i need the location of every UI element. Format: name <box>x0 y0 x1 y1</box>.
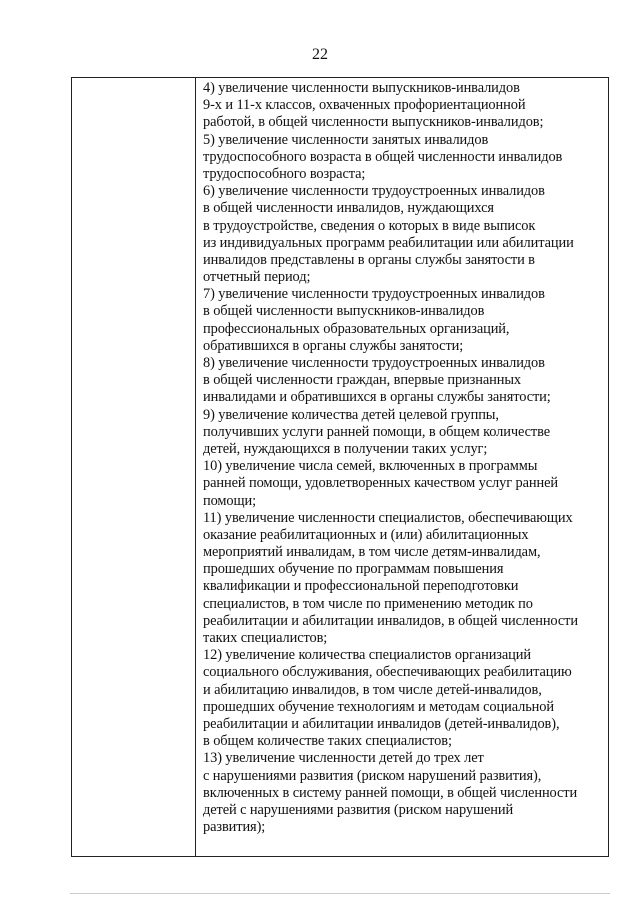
text-line: ранней помощи, удовлетворенных качеством услуг ранней <box>203 475 558 492</box>
text-line: 12) увеличение количества специалистов организаций <box>203 647 531 664</box>
text-line: 11) увеличение численности специалистов, обеспечивающих <box>203 509 573 526</box>
text-line: 7) увеличение численности трудоустроенных инвалидов <box>203 286 545 303</box>
column-divider <box>195 78 196 856</box>
text-line: трудоспособного возраста в общей численности инвалидов <box>203 148 563 165</box>
text-line: мероприятий инвалидам, в том числе детям-инвалидам, <box>203 544 541 561</box>
text-line: обратившихся в органы службы занятости; <box>203 337 464 354</box>
text-line: социального обслуживания, обеспечивающих реабилитацию <box>203 664 572 681</box>
text-line: в общей численности инвалидов, нуждающихся <box>203 200 494 217</box>
text-line: включенных в систему ранней помощи, в общей численности <box>203 784 578 801</box>
indicators-table <box>71 77 609 857</box>
text-line: инвалидами и обратившихся в органы службы занятости; <box>203 389 551 406</box>
text-line: 13) увеличение численности детей до трех лет <box>203 750 484 767</box>
text-line: прошедших обучение технологиям и методам социальной <box>203 698 554 715</box>
text-line: получивших услуги ранней помощи, в общем количестве <box>203 423 551 440</box>
text-line: отчетный период; <box>203 269 311 286</box>
text-line: профессиональных образовательных организаций, <box>203 320 510 337</box>
page-bottom-rule <box>70 893 610 894</box>
text-line: в трудоустройстве, сведения о которых в виде выписок <box>203 217 536 234</box>
text-line: 5) увеличение численности занятых инвалидов <box>203 131 489 148</box>
text-line: специалистов, в том числе по применению методик по <box>203 595 533 612</box>
table-left-cell <box>72 78 195 856</box>
text-line: квалификации и профессиональной переподготовки <box>203 578 519 595</box>
text-line: работой, в общей численности выпускников-инвалидов; <box>203 114 544 131</box>
text-line: 9-х и 11-х классов, охваченных профориентационной <box>203 97 526 114</box>
text-line: 9) увеличение количества детей целевой группы, <box>203 406 499 423</box>
text-line: 8) увеличение численности трудоустроенных инвалидов <box>203 355 545 371</box>
text-line: и абилитацию инвалидов, в том числе детей-инвалидов, <box>203 681 542 698</box>
text-line: оказание реабилитационных и (или) абилитационных <box>203 526 529 543</box>
text-line: 10) увеличение числа семей, включенных в программы <box>203 458 538 475</box>
text-line: из индивидуальных программ реабилитации или абилитации <box>203 234 574 251</box>
text-line: детей, нуждающихся в получении таких услуг; <box>203 440 488 457</box>
text-line: развития); <box>203 819 266 836</box>
text-line: таких специалистов; <box>203 630 328 646</box>
text-line: трудоспособного возраста; <box>203 165 366 182</box>
text-line: помощи; <box>203 492 257 509</box>
text-line: 4) увеличение численности выпускников-инвалидов <box>203 80 520 96</box>
text-line: в общей численности выпускников-инвалидов <box>203 303 485 320</box>
page-number: 22 <box>312 46 328 63</box>
text-line: прошедших обучение по программам повышения <box>203 561 504 578</box>
table-right-cell <box>203 80 608 836</box>
text-line: реабилитации и абилитации инвалидов (детей-инвалидов), <box>203 715 560 732</box>
text-line: в общей численности граждан, впервые признанных <box>203 372 522 389</box>
text-line: с нарушениями развития (риском нарушений развития), <box>203 767 542 784</box>
text-line: 6) увеличение численности трудоустроенных инвалидов <box>203 183 545 200</box>
text-line: реабилитации и абилитации инвалидов, в общей численности <box>203 612 578 629</box>
text-line: инвалидов представлены в органы службы занятости в <box>203 251 535 268</box>
text-line: детей с нарушениями развития (риском нарушений <box>203 801 514 818</box>
text-line: в общем количестве таких специалистов; <box>203 733 452 750</box>
